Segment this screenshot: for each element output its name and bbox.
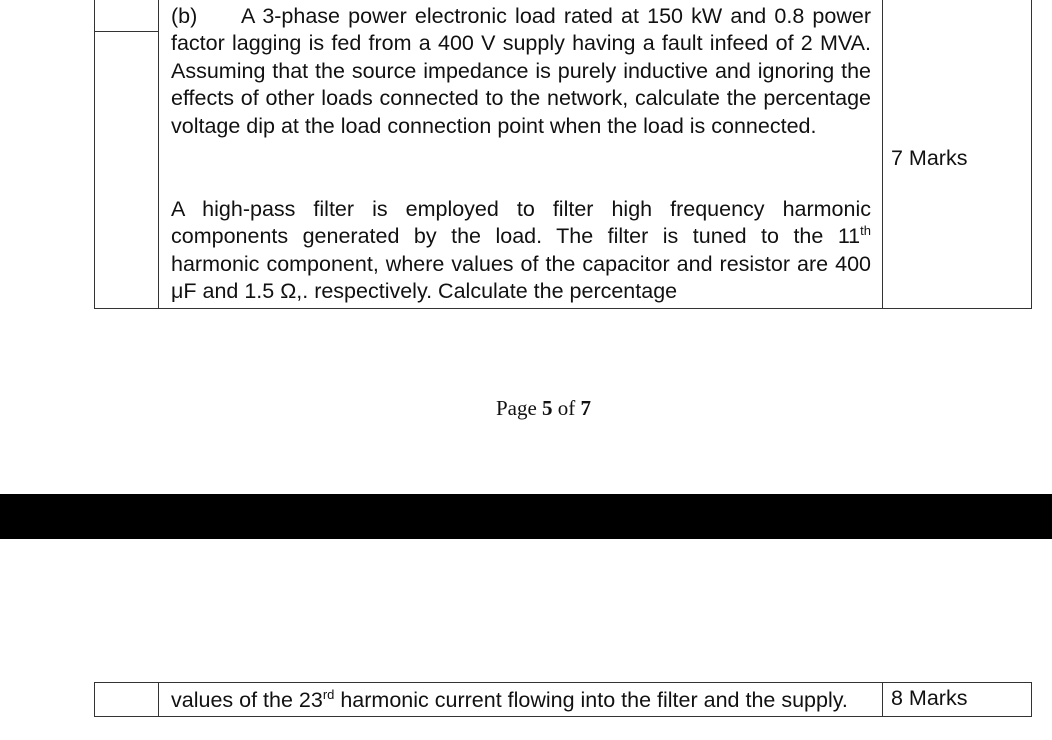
question-b-paragraph-1 xyxy=(171,3,871,140)
page-break-bar xyxy=(0,494,1052,539)
ordinal-suffix: th xyxy=(860,223,871,239)
question-text-cell xyxy=(159,0,883,308)
question-text-cell xyxy=(159,683,883,717)
marks-label: 8 Marks xyxy=(891,686,968,710)
question-table-continued xyxy=(94,682,1032,717)
marks-cell xyxy=(883,683,1032,717)
total-pages: 7 xyxy=(580,396,592,420)
question-b-paragraph-2: A high-pass filter is employed to filter high frequency harmonic components generated by the load. The filter is tuned to the 11th harmonic component, where values of the capacitor and resistor are 400 μF and 1.5 Ω,. respectively. Calculate the percentage xyxy=(171,197,871,304)
question-number-cell xyxy=(95,683,159,717)
cell-divider xyxy=(95,31,158,32)
table-row xyxy=(95,683,1032,717)
page-number: Page 5 of 7 xyxy=(495,396,592,420)
question-label: (b) xyxy=(171,4,198,28)
question-table xyxy=(94,0,1032,309)
marks-cell xyxy=(883,0,1032,308)
question-number-cell xyxy=(95,0,159,308)
marks-label: 7 Marks xyxy=(891,146,968,170)
question-b-text-1: A 3-phase power electronic load rated at 150 kW and 0.8 power factor lagging is fed from a 400 V supply having a fault infeed of 2 MVA. Assuming that the source impedance is purely inductive and ignoring the effects of other loads connected to the network, calculate the percentage voltage dip at the load connection point when the load is connected. xyxy=(171,4,871,138)
continuation-paragraph: values of the 23rd harmonic current flowing into the filter and the supply. xyxy=(171,686,848,712)
ordinal-suffix: rd xyxy=(322,686,335,702)
page-6 xyxy=(0,539,1052,740)
table-row xyxy=(95,0,1032,308)
current-page: 5 xyxy=(542,396,553,420)
